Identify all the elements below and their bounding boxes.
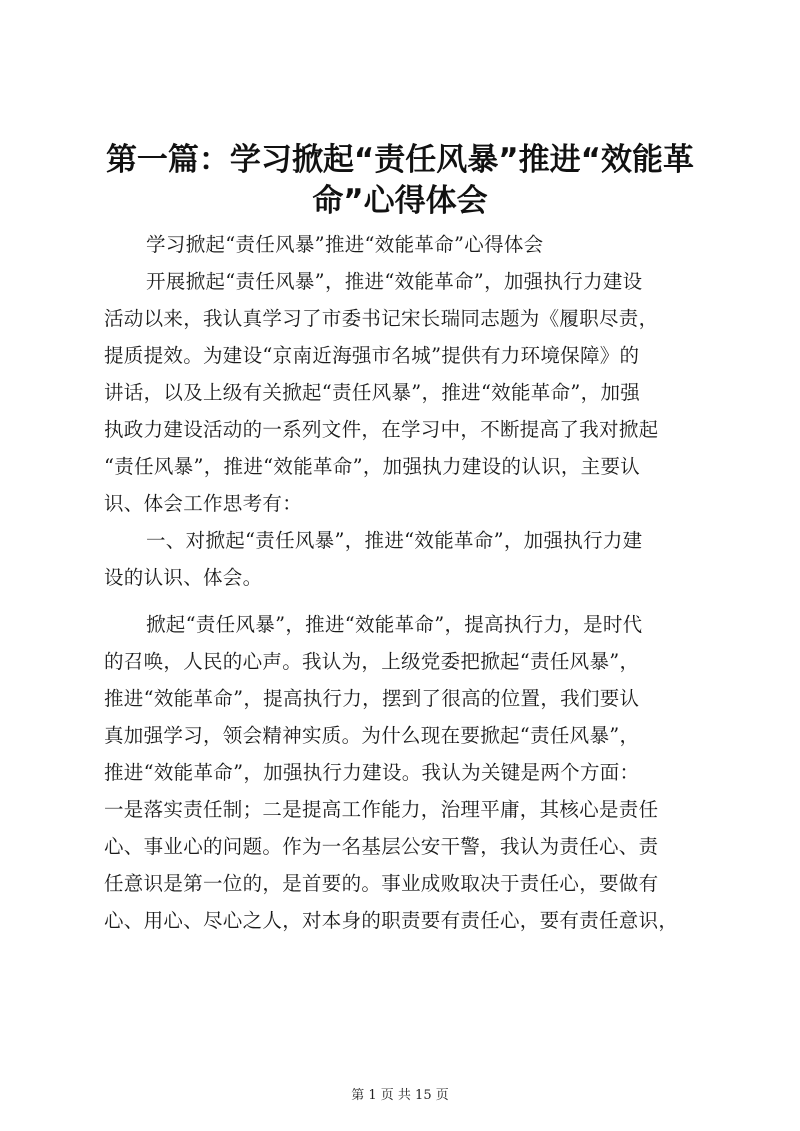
paragraph-intro xyxy=(104,263,704,522)
text-line: 执政力建设活动的一系列文件，在学习中，不断提高了我对掀起 xyxy=(104,418,659,441)
text-line: 推进“效能革命”，提高执行力，摆到了很高的位置，我们要认 xyxy=(104,687,640,710)
document-title xyxy=(100,140,700,222)
text-line: 开展掀起“责任风暴”，推进“效能革命”，加强执行力建设 xyxy=(146,270,643,293)
paragraph-subtitle xyxy=(104,226,704,263)
text-line: 识、体会工作思考有： xyxy=(104,492,303,515)
text-line: 活动以来，我认真学习了市委书记宋长瑞同志题为《履职尽责， xyxy=(104,307,659,330)
text-line: 设的认识、体会。 xyxy=(104,566,263,589)
text-line: 任意识是第一位的，是首要的。事业成败取决于责任心，要做有 xyxy=(104,872,659,895)
paragraph-section-heading xyxy=(104,522,704,596)
text-line: 一、对掀起“责任风暴”，推进“效能革命”，加强执行力建 xyxy=(146,529,643,552)
text-line: 提质提效。为建设“京南近海强市名城”提供有力环境保障》的 xyxy=(104,344,640,367)
title-line-2: 命”心得体会 xyxy=(312,183,488,219)
text-line: 心、事业心的问题。作为一名基层公安干警，我认为责任心、责 xyxy=(104,835,659,858)
text-line: 的召唤，人民的心声。我认为，上级党委把掀起“责任风暴”， xyxy=(104,650,640,673)
title-line-1: 第一篇：学习掀起“责任风暴”推进“效能革 xyxy=(105,142,695,178)
text-line: “责任风暴”，推进“效能革命”，加强执力建设的认识，主要认 xyxy=(104,455,641,478)
paragraph-body xyxy=(104,606,704,939)
text-line: 讲话，以及上级有关掀起“责任风暴”，推进“效能革命”，加强 xyxy=(104,381,641,404)
page-footer: 第 1 页 共 15 页 xyxy=(351,1088,449,1103)
text-line: 心、用心、尽心之人，对本身的职责要有责任心，要有责任意识， xyxy=(104,909,679,932)
text-line: 推进“效能革命”，加强执行力建设。我认为关键是两个方面： xyxy=(104,761,640,784)
text-line: 学习掀起“责任风暴”推进“效能革命”心得体会 xyxy=(146,233,544,256)
text-line: 真加强学习，领会精神实质。为什么现在要掀起“责任风暴”， xyxy=(104,724,640,747)
text-line: 掀起“责任风暴”，推进“效能革命”，提高执行力，是时代 xyxy=(146,613,643,636)
document-body xyxy=(104,226,704,939)
text-line: 一是落实责任制；二是提高工作能力，治理平庸，其核心是责任 xyxy=(104,798,659,821)
